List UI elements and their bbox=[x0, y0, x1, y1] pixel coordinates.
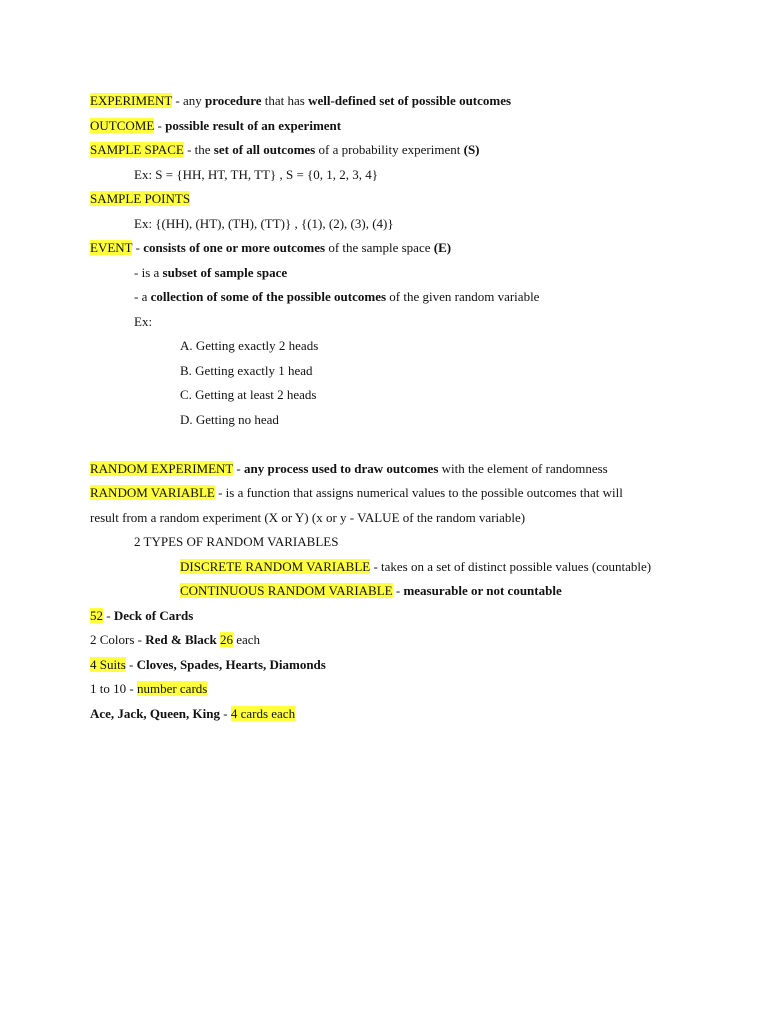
list-item: B. Getting exactly 1 head bbox=[180, 362, 313, 378]
bold-text: collection of some of the possible outcomes bbox=[150, 289, 387, 304]
event-example-label: Ex: bbox=[134, 313, 153, 329]
bold-text: measurable or not countable bbox=[403, 583, 562, 598]
text: that has bbox=[261, 93, 309, 108]
term-highlight: number cards bbox=[136, 681, 208, 696]
list-item: D. Getting no head bbox=[180, 411, 279, 427]
continuous-definition bbox=[90, 581, 720, 606]
number-highlight: 26 bbox=[220, 632, 233, 647]
experiment-definition bbox=[90, 91, 720, 116]
list-item: C. Getting at least 2 heads bbox=[180, 387, 317, 402]
sample-points-example: Ex: {(HH), (HT), (TH), (TT)} , {(1), (2), (3), (4)} bbox=[134, 215, 394, 231]
event-subset bbox=[90, 263, 720, 288]
number-cards bbox=[90, 679, 720, 704]
text: of the given random variable bbox=[386, 289, 540, 304]
types-header: 2 TYPES OF RANDOM VARIABLES bbox=[134, 534, 339, 549]
card-suits bbox=[90, 655, 720, 680]
bold-text: procedure bbox=[204, 93, 262, 108]
text: 1 to 10 - bbox=[90, 681, 137, 696]
text: - takes on a set of distinct possible values (countable) bbox=[370, 558, 652, 574]
term-highlight: 4 cards each bbox=[230, 705, 296, 721]
sample-points-definition bbox=[90, 189, 720, 214]
random-variable-continued: result from a random experiment (X or Y) (x or y - VALUE of the random variable) bbox=[90, 509, 526, 525]
text: - is a function that assigns numerical values to the possible outcomes that will bbox=[214, 485, 623, 500]
text: - any bbox=[172, 93, 205, 108]
text: - bbox=[220, 705, 231, 721]
outcome-definition bbox=[90, 116, 720, 141]
bold-text: (S) bbox=[463, 142, 480, 157]
text: - bbox=[392, 583, 404, 598]
text: each bbox=[233, 632, 261, 647]
sample-space-definition bbox=[90, 140, 720, 165]
text: 2 Colors - bbox=[90, 632, 146, 647]
term-highlight: EVENT bbox=[90, 240, 133, 255]
text: - the bbox=[183, 142, 214, 157]
bold-text: (E) bbox=[433, 240, 452, 255]
discrete-definition bbox=[90, 557, 720, 582]
random-variable-definition bbox=[90, 483, 720, 508]
sample-space-example: Ex: S = {HH, HT, TH, TT} , S = {0, 1, 2, 3, 4} bbox=[134, 166, 379, 182]
bold-text: well-defined set of possible outcomes bbox=[308, 93, 512, 108]
event-collection bbox=[90, 287, 720, 312]
blank-line bbox=[90, 434, 720, 459]
term-highlight: RANDOM EXPERIMENT bbox=[90, 460, 234, 476]
text: with the element of randomness bbox=[438, 460, 608, 476]
bold-text: any process used to draw outcomes bbox=[243, 460, 439, 476]
card-colors bbox=[90, 630, 720, 655]
text: - bbox=[233, 460, 244, 476]
text: - bbox=[103, 607, 114, 623]
text: of a probability experiment bbox=[315, 142, 464, 157]
number-highlight: 52 bbox=[90, 607, 103, 623]
bold-text: Red & Black bbox=[145, 632, 217, 647]
term-highlight: OUTCOME bbox=[90, 117, 155, 133]
bold-text: Deck of Cards bbox=[113, 607, 194, 623]
event-definition bbox=[90, 238, 720, 263]
term-highlight: 4 Suits bbox=[90, 656, 126, 672]
bold-text: possible result of an experiment bbox=[165, 117, 342, 133]
term-highlight: SAMPLE SPACE bbox=[90, 142, 184, 157]
bold-text: consists of one or more outcomes bbox=[143, 240, 326, 255]
term-highlight: EXPERIMENT bbox=[90, 93, 173, 108]
bold-text: set of all outcomes bbox=[213, 142, 316, 157]
text: - bbox=[125, 656, 137, 672]
text: - a bbox=[134, 289, 151, 304]
text: - bbox=[154, 117, 166, 133]
list-item: A. Getting exactly 2 heads bbox=[180, 338, 319, 353]
term-highlight: CONTINUOUS RANDOM VARIABLE bbox=[180, 583, 393, 598]
text: - bbox=[132, 240, 144, 255]
document-body bbox=[90, 91, 720, 728]
text: - is a bbox=[134, 264, 163, 280]
bold-text: Ace, Jack, Queen, King bbox=[90, 705, 220, 721]
random-experiment-definition bbox=[90, 459, 720, 484]
term-highlight: SAMPLE POINTS bbox=[90, 191, 191, 206]
term-highlight: RANDOM VARIABLE bbox=[90, 485, 215, 500]
bold-text: Cloves, Spades, Hearts, Diamonds bbox=[136, 656, 326, 672]
bold-text: subset of sample space bbox=[162, 264, 288, 280]
face-cards bbox=[90, 704, 720, 729]
deck-of-cards bbox=[90, 606, 720, 631]
text: of the sample space bbox=[325, 240, 434, 255]
term-highlight: DISCRETE RANDOM VARIABLE bbox=[180, 558, 371, 574]
